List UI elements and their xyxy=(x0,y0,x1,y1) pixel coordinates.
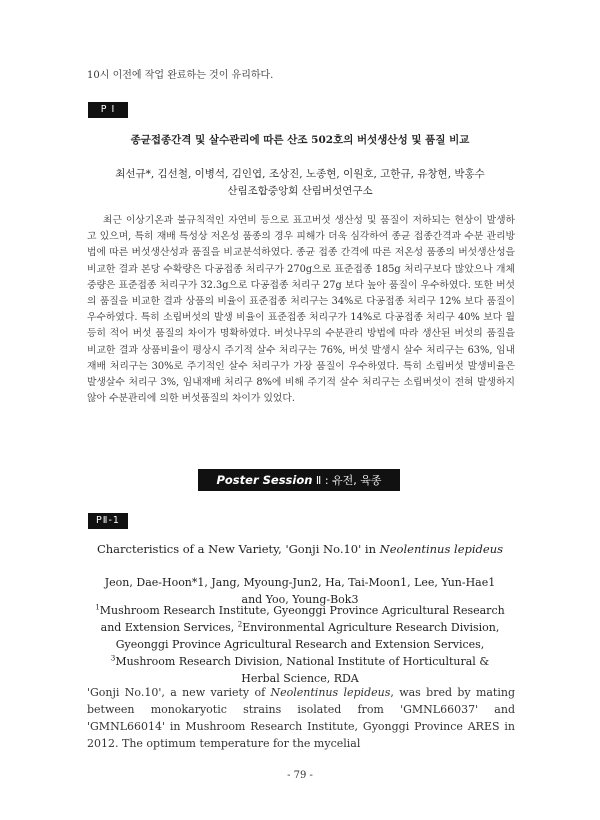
abstract-species: Neolentinus lepideus xyxy=(270,686,391,699)
poster-session-header xyxy=(198,469,400,491)
affiliation-1: Mushroom Research Institute, Gyeonggi Province Agricultural Research and Extension Services, xyxy=(99,604,505,634)
paper-code-badge: P I -21 xyxy=(88,102,128,118)
paper-authors-2: Jeon, Dae-Hoon*1, Jang, Myoung-Jun2, Ha, Tai-Moon1, Lee, Yun-Hae1 and Yoo, Young-Bok3 xyxy=(104,576,496,606)
title-species: Neolentinus lepideus xyxy=(379,542,504,556)
paper-affiliation: 산림조합중앙회 산림버섯연구소 xyxy=(227,185,373,197)
page-number: - 79 - xyxy=(287,770,313,781)
continued-text: 10시 이전에 작업 완료하는 것이 유리하다. xyxy=(87,70,274,81)
abstract-rest: , was bred by mating between monokaryotic strains isolated from 'GMNL66037' and 'GMNL66014' in Mushroom Research Institute, Gyonggi Province ARES in 2012. The optimum temperature for the mycelial xyxy=(87,686,515,750)
paper-code-badge-2: PⅡ-1 xyxy=(88,513,128,529)
paper-affiliations-2: $^1$Mushroom Research Institute, Gyeonggi Province Agricultural Research and Extension Services, $^2$Environmental Agriculture Research Division, Gyeonggi Province Agricultural Research and Extension Services, $^3$Mushroom Research Division, National Institute of Horticultural & Herbal Science, RDA xyxy=(95,603,505,685)
affiliation-2: Environmental Agriculture Research Division, Gyeonggi Province Agricultural Research and Extension Services, xyxy=(115,621,500,651)
paper-abstract: 최근 이상기온과 불규칙적인 자연비 등으로 표고버섯 생산성 및 품질이 저하되는 현상이 발생하고 있으며, 특히 재배 특성상 저온성 품종의 경우 피해가 더욱 심각하여 종균 접종간격과 수분 관리방법에 따른 버섯생산성과 품질을 비교분석하였다. 종균 접종 간격에 따른 저온성 품종의 버섯생산성을 비교한 결과 본당 수확량은 다공접종 처리구가 270g으로 표준접종 185g 처리구보다 많았으나 개체중량은 표준접종 처리구가 32.3g으로 다공접종 처리구 27g 보다 높아 품질이 우수하였다. 또한 버섯의 품질을 비교한 결과 상품의 비율이 표준접종 처리구는 34%로 다공접종 처리구 12% 보다 품질이 우수하였다. 특히 소립버섯의 발생 비율이 표준접종 처리구가 14%로 다공접종 처리구 40% 보다 월등히 적어 버섯 품질의 차이가 명확하였다. 버섯나무의 수분관리 방법에 따라 생산된 버섯의 품질을 비교한 결과 상품비율이 평상시 주기적 살수 처리구는 76%, 버섯 발생시 살수 처리구는 63%, 임내재배 처리구는 30%로 주기적인 살수 처리구가 가장 품질이 우수하였다. 특히 소립버섯 발생비율은 발생살수 처리구 3%, 임내재배 처리구 8%에 비해 주기적 살수 처리구는 소립버섯이 전혀 발생하지 않아 수분관리에 의한 버섯품질의 차이가 있었다. xyxy=(87,215,516,405)
paper-title: 종균접종간격 및 살수관리에 따른 산조 502호의 버섯생산성 및 품질 비교 xyxy=(130,134,470,146)
session-label: Poster Session xyxy=(216,473,313,487)
affiliation-3: Mushroom Research Division, National Institute of Horticultural & Herbal Science, RDA xyxy=(115,655,490,685)
abstract-start: 'Gonji No.10', a new variety of xyxy=(87,686,271,699)
session-subtitle: Ⅱ : 유전, 육종 xyxy=(312,474,382,487)
paper-title-2 xyxy=(0,542,600,556)
title-prefix: Charcteristics of a New Variety, 'Gonji No.10' in xyxy=(96,542,380,556)
paper-authors: 최선규*, 김선철, 이병석, 김인엽, 조상진, 노종현, 이원호, 고한규, 유창현, 박홍수 xyxy=(115,168,485,180)
paper-abstract-2 xyxy=(87,684,515,752)
